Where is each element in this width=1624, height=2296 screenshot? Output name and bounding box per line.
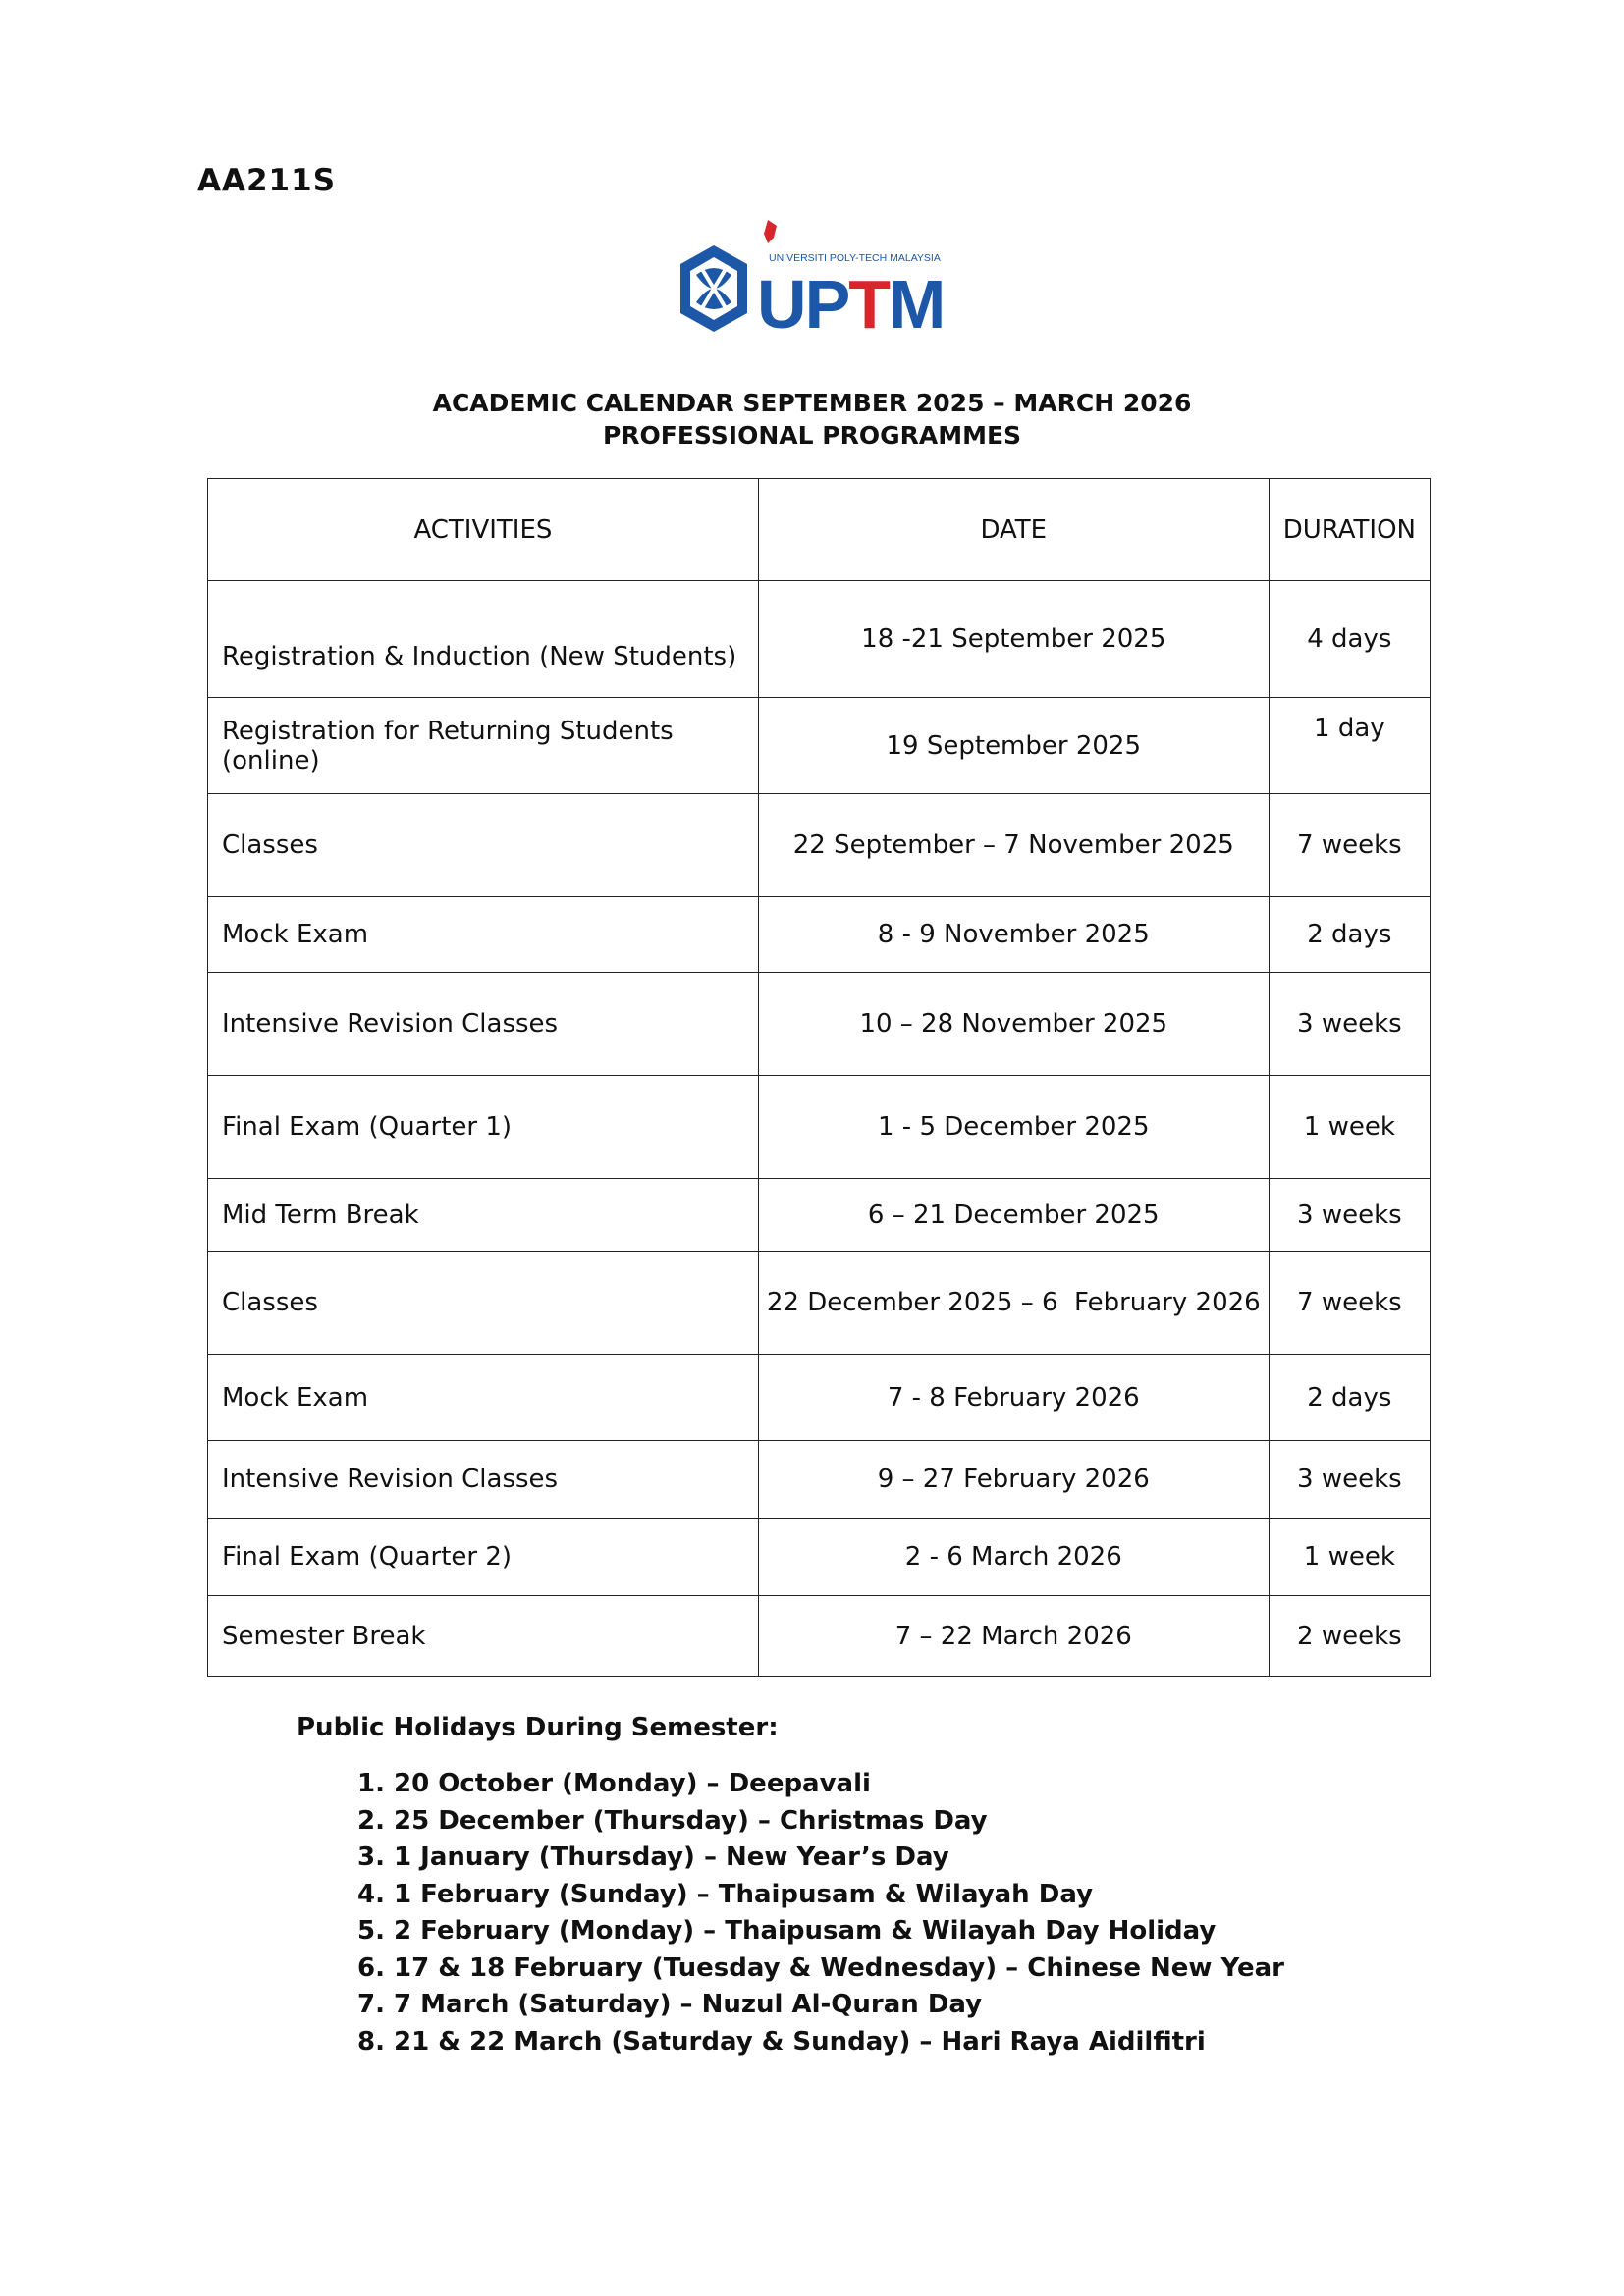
duration-cell: 4 days	[1269, 581, 1430, 698]
list-item: 8. 21 & 22 March (Saturday & Sunday) – Hari Raya Aidilfitri	[357, 2026, 1206, 2056]
date-cell: 7 – 22 March 2026	[758, 1596, 1269, 1677]
date-cell: 19 September 2025	[758, 698, 1269, 794]
header-activities: ACTIVITIES	[208, 479, 759, 581]
duration-cell: 2 weeks	[1269, 1596, 1430, 1677]
table-row	[208, 1252, 1431, 1355]
date-cell: 8 - 9 November 2025	[758, 897, 1269, 973]
uptm-logo-graphic	[673, 218, 967, 355]
duration-cell: 2 days	[1269, 897, 1430, 973]
table-header-row	[208, 479, 1431, 581]
activity-cell: Intensive Revision Classes	[208, 973, 759, 1076]
activity-cell: Final Exam (Quarter 2)	[208, 1519, 759, 1596]
table-row	[208, 581, 1431, 698]
activity-cell: Registration & Induction (New Students)	[208, 581, 759, 698]
list-item: 1. 20 October (Monday) – Deepavali	[357, 1769, 871, 1798]
header-date: DATE	[758, 479, 1269, 581]
svg-text:UPTM: UPTM	[757, 266, 945, 343]
academic-calendar-table	[207, 478, 1431, 1677]
calendar-titles	[0, 387, 1624, 452]
holidays-list	[357, 1766, 1284, 2060]
duration-cell: 3 weeks	[1269, 973, 1430, 1076]
duration-cell: 1 week	[1269, 1076, 1430, 1179]
duration-cell: 1 day	[1269, 698, 1430, 794]
date-cell: 1 - 5 December 2025	[758, 1076, 1269, 1179]
duration-cell: 7 weeks	[1269, 794, 1430, 897]
date-cell: 2 - 6 March 2026	[758, 1519, 1269, 1596]
date-cell: 22 December 2025 – 6 February 2026	[758, 1252, 1269, 1355]
date-cell: 9 – 27 February 2026	[758, 1441, 1269, 1519]
table-row	[208, 1441, 1431, 1519]
table-row	[208, 1596, 1431, 1677]
table-row	[208, 1519, 1431, 1596]
document-code: AA211S	[197, 163, 337, 198]
table-row	[208, 1076, 1431, 1179]
table-row	[208, 794, 1431, 897]
list-item: 4. 1 February (Sunday) – Thaipusam & Wilayah Day	[357, 1879, 1094, 1909]
table-row	[208, 1179, 1431, 1252]
date-cell: 10 – 28 November 2025	[758, 973, 1269, 1076]
table-row	[208, 698, 1431, 794]
list-item: 2. 25 December (Thursday) – Christmas Day	[357, 1805, 988, 1836]
uptm-logo	[673, 218, 967, 355]
flame-icon	[764, 220, 777, 243]
list-item: 6. 17 & 18 February (Tuesday & Wednesday) – Chinese New Year	[357, 1952, 1284, 1983]
activity-cell: Classes	[208, 1252, 759, 1355]
activity-cell: Mock Exam	[208, 1355, 759, 1441]
date-cell: 7 - 8 February 2026	[758, 1355, 1269, 1441]
list-item: 5. 2 February (Monday) – Thaipusam & Wilayah Day Holiday	[357, 1916, 1217, 1946]
activity-cell: Classes	[208, 794, 759, 897]
date-cell: 18 -21 September 2025	[758, 581, 1269, 698]
duration-cell: 2 days	[1269, 1355, 1430, 1441]
activity-cell: Semester Break	[208, 1596, 759, 1677]
activity-cell: Mock Exam	[208, 897, 759, 973]
page-subtitle: PROFESSIONAL PROGRAMMES	[602, 421, 1022, 450]
list-item: 3. 1 January (Thursday) – New Year’s Day	[357, 1842, 949, 1872]
activity-cell: Final Exam (Quarter 1)	[208, 1076, 759, 1179]
duration-cell: 7 weeks	[1269, 1252, 1430, 1355]
duration-cell: 3 weeks	[1269, 1441, 1430, 1519]
duration-cell: 1 week	[1269, 1519, 1430, 1596]
table-row	[208, 973, 1431, 1076]
holidays-heading: Public Holidays During Semester:	[297, 1713, 779, 1742]
table-row	[208, 897, 1431, 973]
logo-tagline: UNIVERSITI POLY-TECH MALAYSIA	[769, 252, 941, 264]
page-title: ACADEMIC CALENDAR SEPTEMBER 2025 – MARCH 2026	[432, 389, 1192, 417]
activity-cell: Registration for Returning Students (online)	[208, 698, 759, 794]
date-cell: 22 September – 7 November 2025	[758, 794, 1269, 897]
activity-cell: Mid Term Break	[208, 1179, 759, 1252]
table-row	[208, 1355, 1431, 1441]
date-cell: 6 – 21 December 2025	[758, 1179, 1269, 1252]
activity-cell: Intensive Revision Classes	[208, 1441, 759, 1519]
duration-cell: 3 weeks	[1269, 1179, 1430, 1252]
header-duration: DURATION	[1269, 479, 1430, 581]
list-item: 7. 7 March (Saturday) – Nuzul Al-Quran Day	[357, 1990, 983, 2019]
